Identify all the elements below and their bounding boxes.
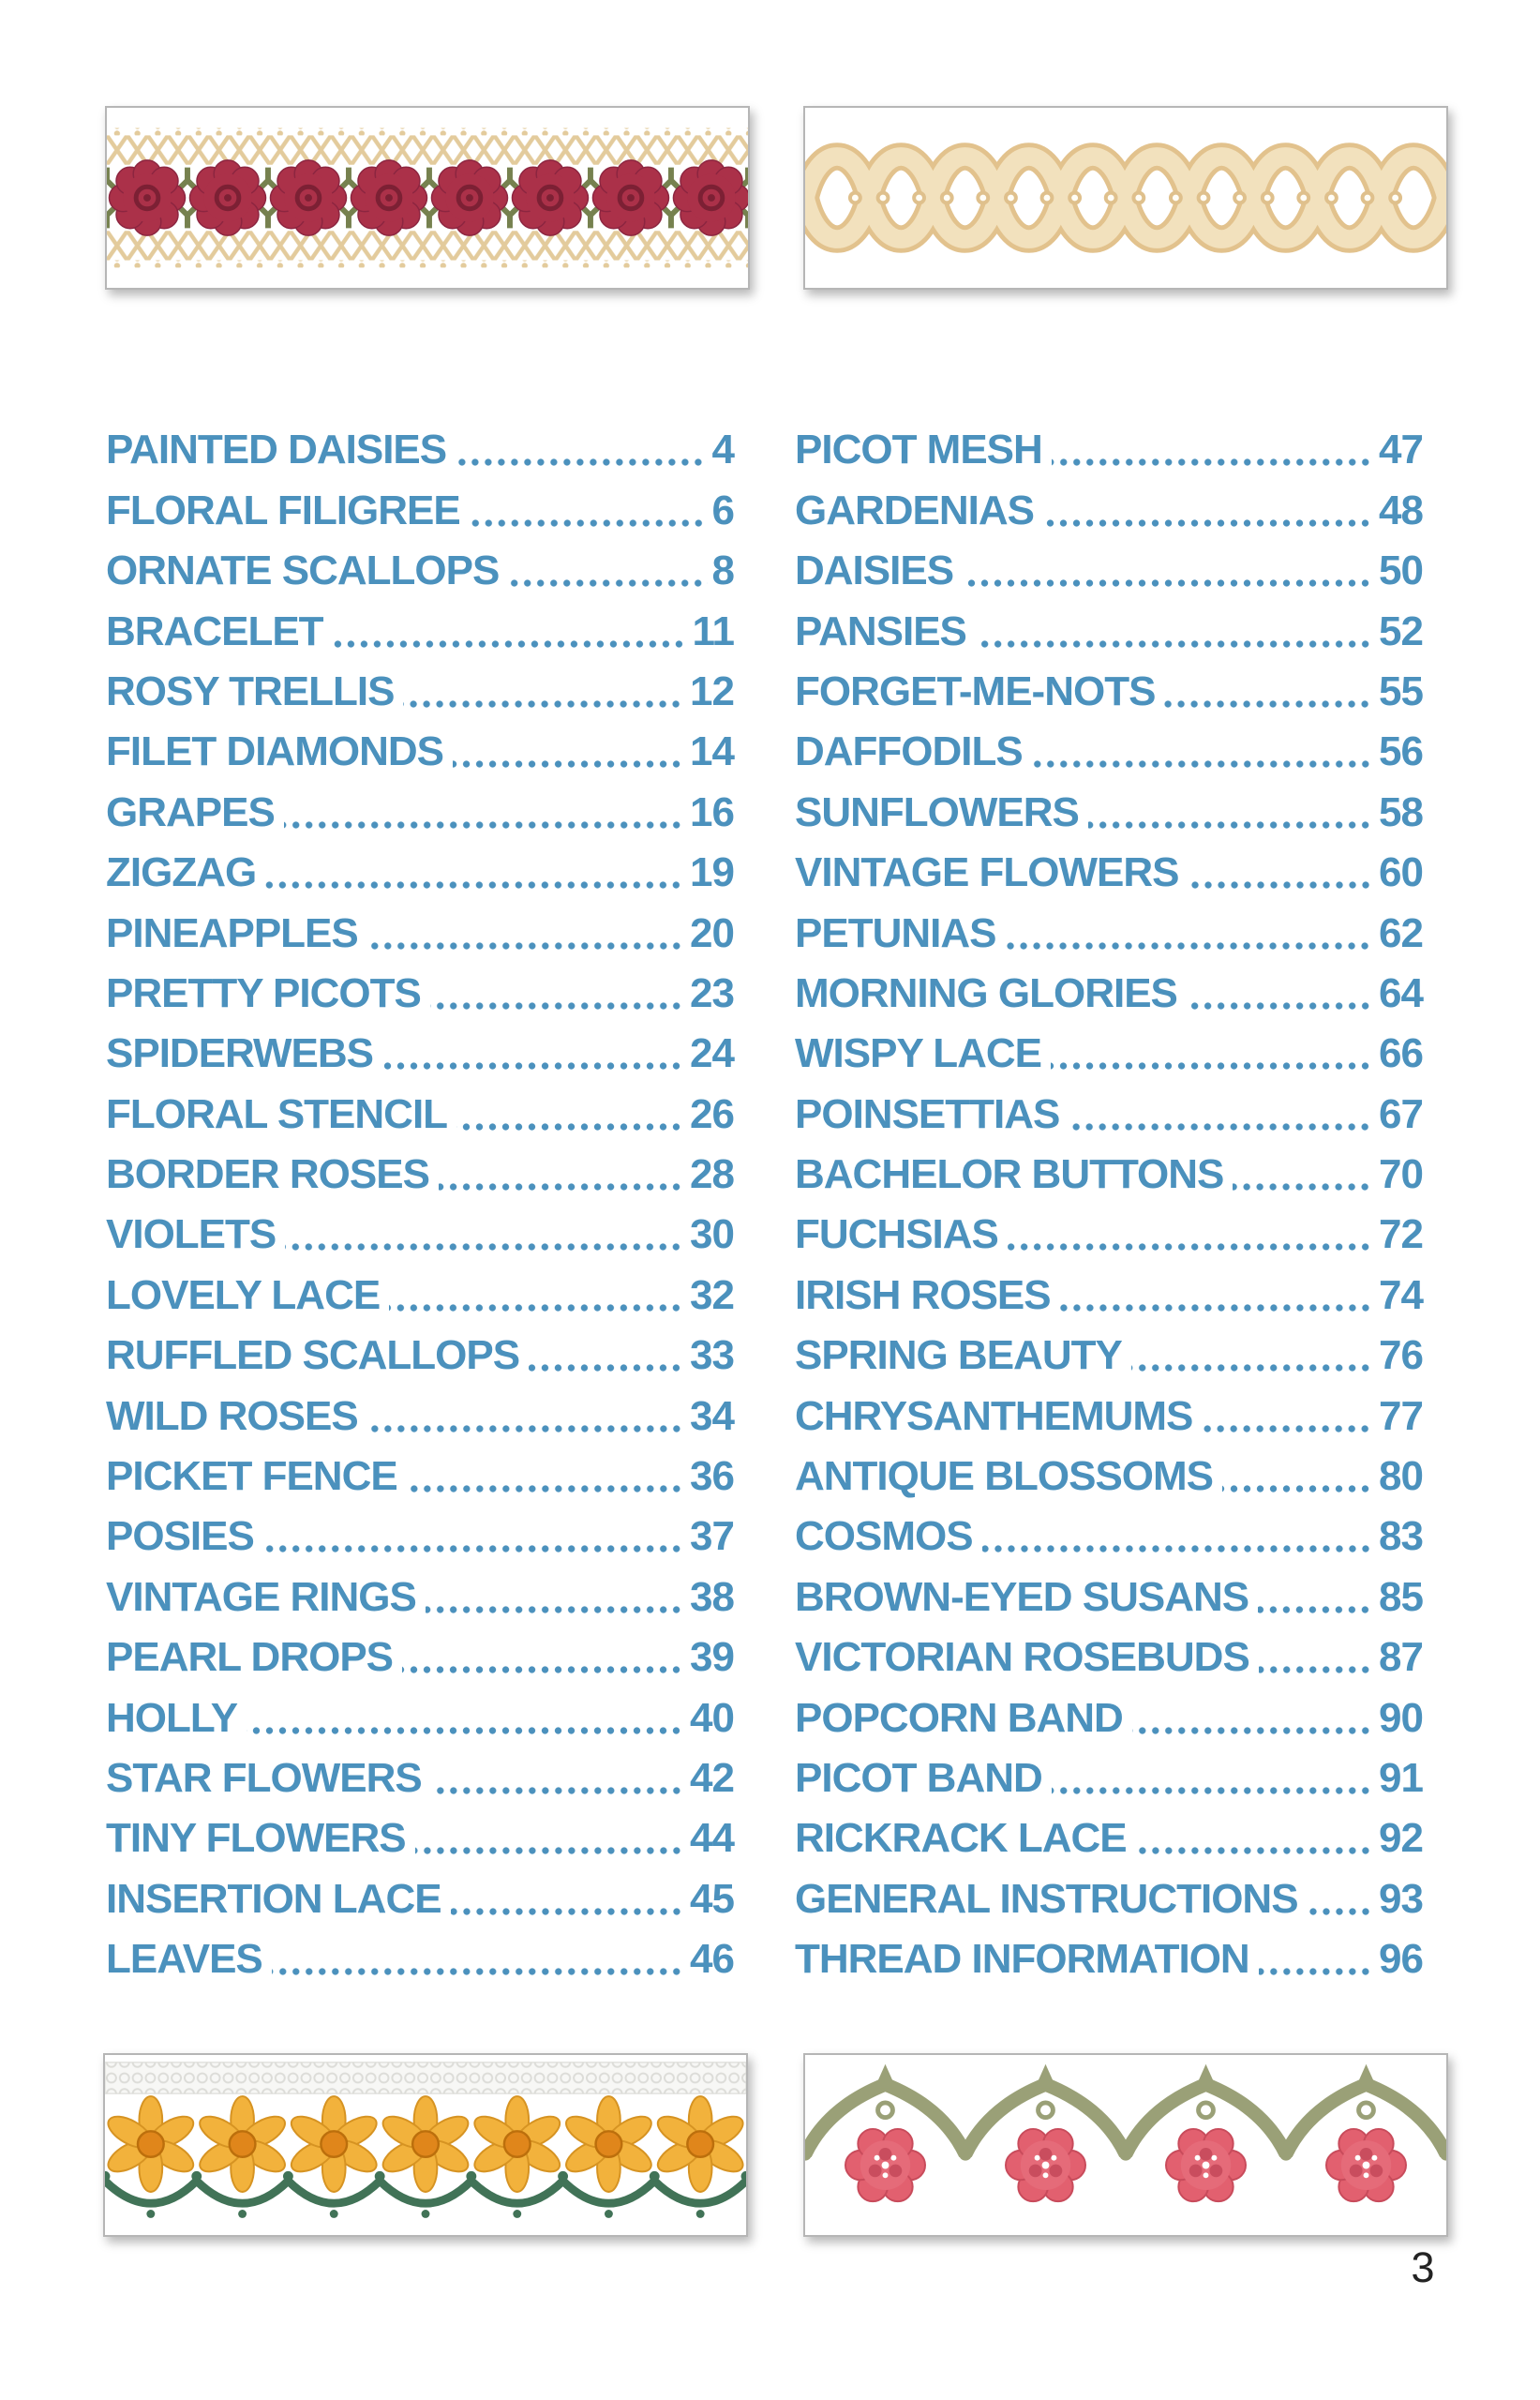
toc-dotted-leader — [367, 1424, 685, 1433]
toc-dotted-leader — [1164, 699, 1374, 709]
toc-entry — [106, 1497, 734, 1560]
photo-red-roses-lace-edging — [105, 106, 750, 290]
toc-entry-title: RUFFLED SCALLOPS — [106, 1332, 520, 1379]
toc-dotted-leader — [431, 1786, 685, 1795]
toc-dotted-leader — [333, 639, 688, 649]
toc-entry-title: LEAVES — [106, 1936, 262, 1983]
toc-entry — [795, 1497, 1423, 1560]
toc-entry-page: 36 — [690, 1453, 734, 1500]
toc-entry-title: FILET DIAMONDS — [106, 728, 443, 775]
toc-entry — [106, 954, 734, 1014]
toc-entry — [795, 1920, 1423, 1983]
toc-entry — [106, 1799, 734, 1862]
toc-dotted-leader — [1005, 941, 1374, 951]
toc-entry — [795, 652, 1423, 712]
toc-entry-page: 44 — [690, 1815, 734, 1862]
toc-dotted-leader — [1202, 1424, 1374, 1433]
toc-entry — [106, 772, 734, 835]
toc-dotted-leader — [263, 1544, 685, 1553]
toc-entry — [795, 1074, 1423, 1137]
toc-dotted-leader — [1189, 880, 1375, 890]
toc-entry-page: 92 — [1379, 1815, 1423, 1862]
toc-entry-title: PINEAPPLES — [106, 909, 358, 956]
toc-dotted-leader — [430, 1001, 685, 1011]
toc-dotted-leader — [285, 1242, 685, 1252]
toc-entry-title: VICTORIAN ROSEBUDS — [795, 1634, 1249, 1681]
toc-entry-page: 38 — [690, 1573, 734, 1620]
toc-dotted-leader — [470, 518, 708, 528]
toc-entry-page: 66 — [1379, 1030, 1423, 1077]
toc-entry-title: VINTAGE RINGS — [106, 1573, 416, 1620]
toc-dotted-leader — [1008, 1242, 1374, 1252]
toc-entry-page: 56 — [1379, 728, 1423, 775]
toc-entry-title: WISPY LACE — [795, 1030, 1042, 1077]
toc-entry — [106, 471, 734, 531]
toc-entry-title: SPIDERWEBS — [106, 1030, 374, 1077]
toc-entry-page: 48 — [1379, 487, 1423, 533]
toc-entry — [795, 1739, 1423, 1799]
toc-entry-page: 42 — [690, 1754, 734, 1801]
toc-entry-title: POSIES — [106, 1513, 254, 1560]
toc-dotted-leader — [284, 820, 685, 830]
toc-entry-title: GENERAL INSTRUCTIONS — [795, 1875, 1298, 1922]
toc-dotted-leader — [1131, 1363, 1374, 1372]
toc-dotted-leader — [415, 1846, 685, 1855]
toc-entry — [106, 1376, 734, 1439]
toc-entry-page: 34 — [690, 1392, 734, 1439]
toc-entry-page: 6 — [711, 487, 734, 533]
toc-entry — [106, 652, 734, 712]
toc-dotted-leader — [1032, 759, 1374, 769]
toc-entry-page: 67 — [1379, 1090, 1423, 1137]
toc-dotted-leader — [1222, 1484, 1374, 1493]
toc-entry-title: THREAD INFORMATION — [795, 1936, 1249, 1983]
toc-entry — [795, 1014, 1423, 1077]
toc-dotted-leader — [439, 1182, 685, 1192]
toc-entry-page: 70 — [1379, 1151, 1423, 1198]
toc-entry-title: DAFFODILS — [795, 728, 1023, 775]
toc-entry-title: FORGET-ME-NOTS — [795, 668, 1156, 714]
photo-ecru-wave-lace-edging — [803, 106, 1448, 290]
toc-entry-title: PETUNIAS — [795, 909, 996, 956]
toc-entry-page: 8 — [711, 548, 734, 594]
toc-entry-page: 83 — [1379, 1513, 1423, 1560]
toc-entry-title: POINSETTIAS — [795, 1090, 1060, 1137]
toc-entry-page: 30 — [690, 1211, 734, 1258]
toc-entry-title: GARDENIAS — [795, 487, 1035, 533]
photo-pink-roses-arches-edging — [803, 2053, 1448, 2237]
page-number: 3 — [1411, 2243, 1435, 2291]
toc-dotted-leader — [1187, 1001, 1374, 1011]
toc-entry-title: BRACELET — [106, 608, 323, 654]
toc-dotted-leader — [453, 759, 685, 769]
yellow-daisies-lace-illustration — [105, 2055, 746, 2235]
toc-entry — [106, 1195, 734, 1258]
toc-entry-title: FUCHSIAS — [795, 1211, 998, 1258]
toc-entry — [795, 1859, 1423, 1922]
toc-entry-title: ANTIQUE BLOSSOMS — [795, 1453, 1214, 1500]
toc-entry-title: SUNFLOWERS — [795, 788, 1079, 835]
toc-entry-page: 11 — [692, 608, 734, 654]
toc-entry-title: MORNING GLORIES — [795, 969, 1177, 1016]
toc-dotted-leader — [456, 458, 707, 467]
toc-dotted-leader — [389, 1303, 685, 1312]
toc-dotted-leader — [1259, 1665, 1374, 1674]
toc-entry-title: DAISIES — [795, 548, 954, 594]
toc-entry-page: 52 — [1379, 608, 1423, 654]
toc-dotted-leader — [1052, 1786, 1374, 1795]
toc-entry — [106, 1678, 734, 1741]
toc-entry — [795, 411, 1423, 471]
toc-entry — [795, 712, 1423, 775]
toc-entry-title: PICOT MESH — [795, 427, 1042, 473]
toc-entry — [106, 1739, 734, 1799]
toc-dotted-leader — [403, 699, 685, 709]
toc-entry-page: 62 — [1379, 909, 1423, 956]
toc-entry-page: 12 — [690, 668, 734, 714]
toc-entry-page: 23 — [690, 969, 734, 1016]
toc-entry — [795, 1135, 1423, 1198]
toc-entry-title: BROWN-EYED SUSANS — [795, 1573, 1249, 1620]
toc-dotted-leader — [1233, 1182, 1374, 1192]
toc-entry — [106, 893, 734, 956]
toc-dotted-leader — [426, 1605, 685, 1614]
toc-entry-page: 90 — [1379, 1694, 1423, 1741]
toc-entry-title: PAINTED DAISIES — [106, 427, 447, 473]
toc-dotted-leader — [1132, 1726, 1374, 1735]
toc-entry-title: BACHELOR BUTTONS — [795, 1151, 1224, 1198]
photo-yellow-daisies-lace-edging — [103, 2053, 748, 2237]
toc-dotted-leader — [451, 1907, 685, 1916]
toc-entry — [106, 1859, 734, 1922]
toc-entry-page: 74 — [1379, 1271, 1423, 1318]
toc-right-column — [795, 411, 1423, 1983]
toc-entry-page: 4 — [711, 427, 734, 473]
toc-entry-page: 33 — [690, 1332, 734, 1379]
toc-entry — [106, 1135, 734, 1198]
toc-entry — [795, 1255, 1423, 1318]
toc-entry — [106, 592, 734, 652]
toc-entry — [795, 772, 1423, 835]
toc-entry-title: FLORAL STENCIL — [106, 1090, 448, 1137]
toc-entry — [795, 471, 1423, 531]
toc-entry — [106, 1255, 734, 1318]
toc-entry-page: 16 — [690, 788, 734, 835]
toc-entry-page: 37 — [690, 1513, 734, 1560]
toc-entry-page: 50 — [1379, 548, 1423, 594]
toc-entry — [795, 1376, 1423, 1439]
toc-entry — [795, 1678, 1423, 1741]
toc-dotted-leader — [963, 578, 1374, 588]
toc-entry-title: BORDER ROSES — [106, 1151, 429, 1198]
toc-entry — [106, 1437, 734, 1500]
toc-entry — [795, 532, 1423, 592]
toc-entry-page: 14 — [690, 728, 734, 775]
toc-dotted-leader — [529, 1363, 685, 1372]
toc-entry-title: POPCORN BAND — [795, 1694, 1123, 1741]
toc-entry — [106, 1557, 734, 1620]
toc-dotted-leader — [1069, 1122, 1374, 1132]
toc-entry — [795, 1618, 1423, 1681]
toc-entry-title: PEARL DROPS — [106, 1634, 394, 1681]
toc-entry-page: 46 — [690, 1936, 734, 1983]
toc-entry-page: 76 — [1379, 1332, 1423, 1379]
toc-dotted-leader — [508, 578, 707, 588]
toc-entry — [795, 1799, 1423, 1862]
toc-entry — [106, 1618, 734, 1681]
toc-entry — [106, 532, 734, 592]
toc-entry-title: FLORAL FILIGREE — [106, 487, 460, 533]
toc-dotted-leader — [1088, 820, 1374, 830]
toc-dotted-leader — [272, 1967, 685, 1976]
toc-entry-page: 24 — [690, 1030, 734, 1077]
toc-entry-page: 45 — [690, 1875, 734, 1922]
toc-dotted-leader — [247, 1726, 685, 1735]
toc-entry — [106, 1014, 734, 1077]
toc-entry — [795, 833, 1423, 896]
toc-entry-title: VIOLETS — [106, 1211, 277, 1258]
toc-entry — [795, 1437, 1423, 1500]
toc-entry-page: 64 — [1379, 969, 1423, 1016]
toc-dotted-leader — [382, 1061, 685, 1071]
toc-entry-page: 87 — [1379, 1634, 1423, 1681]
toc-entry-title: WILD ROSES — [106, 1392, 358, 1439]
toc-entry-page: 58 — [1379, 788, 1423, 835]
toc-entry-title: HOLLY — [106, 1694, 238, 1741]
toc-entry — [106, 1074, 734, 1137]
toc-dotted-leader — [1136, 1846, 1374, 1855]
toc-dotted-leader — [982, 1544, 1374, 1553]
toc-entry-title: IRISH ROSES — [795, 1271, 1051, 1318]
toc-entry — [106, 411, 734, 471]
toc-entry-page: 91 — [1379, 1754, 1423, 1801]
toc-dotted-leader — [1258, 1605, 1374, 1614]
toc-entry — [795, 893, 1423, 956]
toc-entry-title: STAR FLOWERS — [106, 1754, 422, 1801]
toc-entry — [795, 1195, 1423, 1258]
toc-entry-page: 93 — [1379, 1875, 1423, 1922]
toc-entry — [795, 592, 1423, 652]
toc-entry-page: 85 — [1379, 1573, 1423, 1620]
toc-entry — [106, 1316, 734, 1379]
toc-entry-page: 47 — [1379, 427, 1423, 473]
toc-entry-title: PRETTY PICOTS — [106, 969, 421, 1016]
toc-entry — [106, 1920, 734, 1983]
toc-entry-title: INSERTION LACE — [106, 1875, 441, 1922]
toc-entry-title: RICKRACK LACE — [795, 1815, 1127, 1862]
toc-dotted-leader — [367, 941, 685, 951]
toc-entry-title: PICKET FENCE — [106, 1453, 397, 1500]
toc-entry-page: 39 — [690, 1634, 734, 1681]
toc-entry-page: 96 — [1379, 1936, 1423, 1983]
toc-entry-title: ORNATE SCALLOPS — [106, 548, 500, 594]
toc-entry-page: 77 — [1379, 1392, 1423, 1439]
toc-entry-page: 60 — [1379, 849, 1423, 896]
toc-entry — [106, 833, 734, 896]
toc-entry-title: PANSIES — [795, 608, 966, 654]
toc-entry-title: ZIGZAG — [106, 849, 257, 896]
toc-entry-title: ROSY TRELLIS — [106, 668, 395, 714]
toc-entry-title: GRAPES — [106, 788, 275, 835]
toc-dotted-leader — [402, 1665, 685, 1674]
toc-entry-title: LOVELY LACE — [106, 1271, 381, 1318]
toc-entry-page: 20 — [690, 909, 734, 956]
toc-dotted-leader — [1060, 1303, 1374, 1312]
toc-entry-page: 80 — [1379, 1453, 1423, 1500]
toc-dotted-leader — [456, 1122, 685, 1132]
toc-dotted-leader — [1043, 518, 1374, 528]
toc-entry-page: 55 — [1379, 668, 1423, 714]
toc-entry-title: COSMOS — [795, 1513, 973, 1560]
toc-entry-title: TINY FLOWERS — [106, 1815, 406, 1862]
toc-entry-title: PICOT BAND — [795, 1754, 1042, 1801]
toc-dotted-leader — [407, 1484, 685, 1493]
toc-entry — [795, 1316, 1423, 1379]
toc-entry-page: 26 — [690, 1090, 734, 1137]
toc-dotted-leader — [976, 639, 1374, 649]
toc-entry-page: 28 — [690, 1151, 734, 1198]
red-roses-lace-illustration — [107, 108, 748, 288]
toc-entry-page: 40 — [690, 1694, 734, 1741]
toc-entry — [106, 712, 734, 775]
toc-entry-page: 32 — [690, 1271, 734, 1318]
toc-dotted-leader — [1308, 1907, 1374, 1916]
toc-dotted-leader — [1259, 1967, 1374, 1976]
toc-dotted-leader — [1052, 458, 1374, 467]
toc-dotted-leader — [1051, 1061, 1374, 1071]
toc-entry-title: VINTAGE FLOWERS — [795, 849, 1179, 896]
toc-entry — [795, 954, 1423, 1014]
toc-left-column — [106, 411, 734, 1983]
pink-roses-arches-illustration — [805, 2055, 1446, 2235]
toc-entry-page: 72 — [1379, 1211, 1423, 1258]
toc-entry-title: CHRYSANTHEMUMS — [795, 1392, 1193, 1439]
ecru-wave-lace-illustration — [805, 108, 1446, 288]
toc-dotted-leader — [265, 880, 685, 890]
toc-entry — [795, 1557, 1423, 1620]
toc-entry-title: SPRING BEAUTY — [795, 1332, 1122, 1379]
toc-entry-page: 19 — [690, 849, 734, 896]
